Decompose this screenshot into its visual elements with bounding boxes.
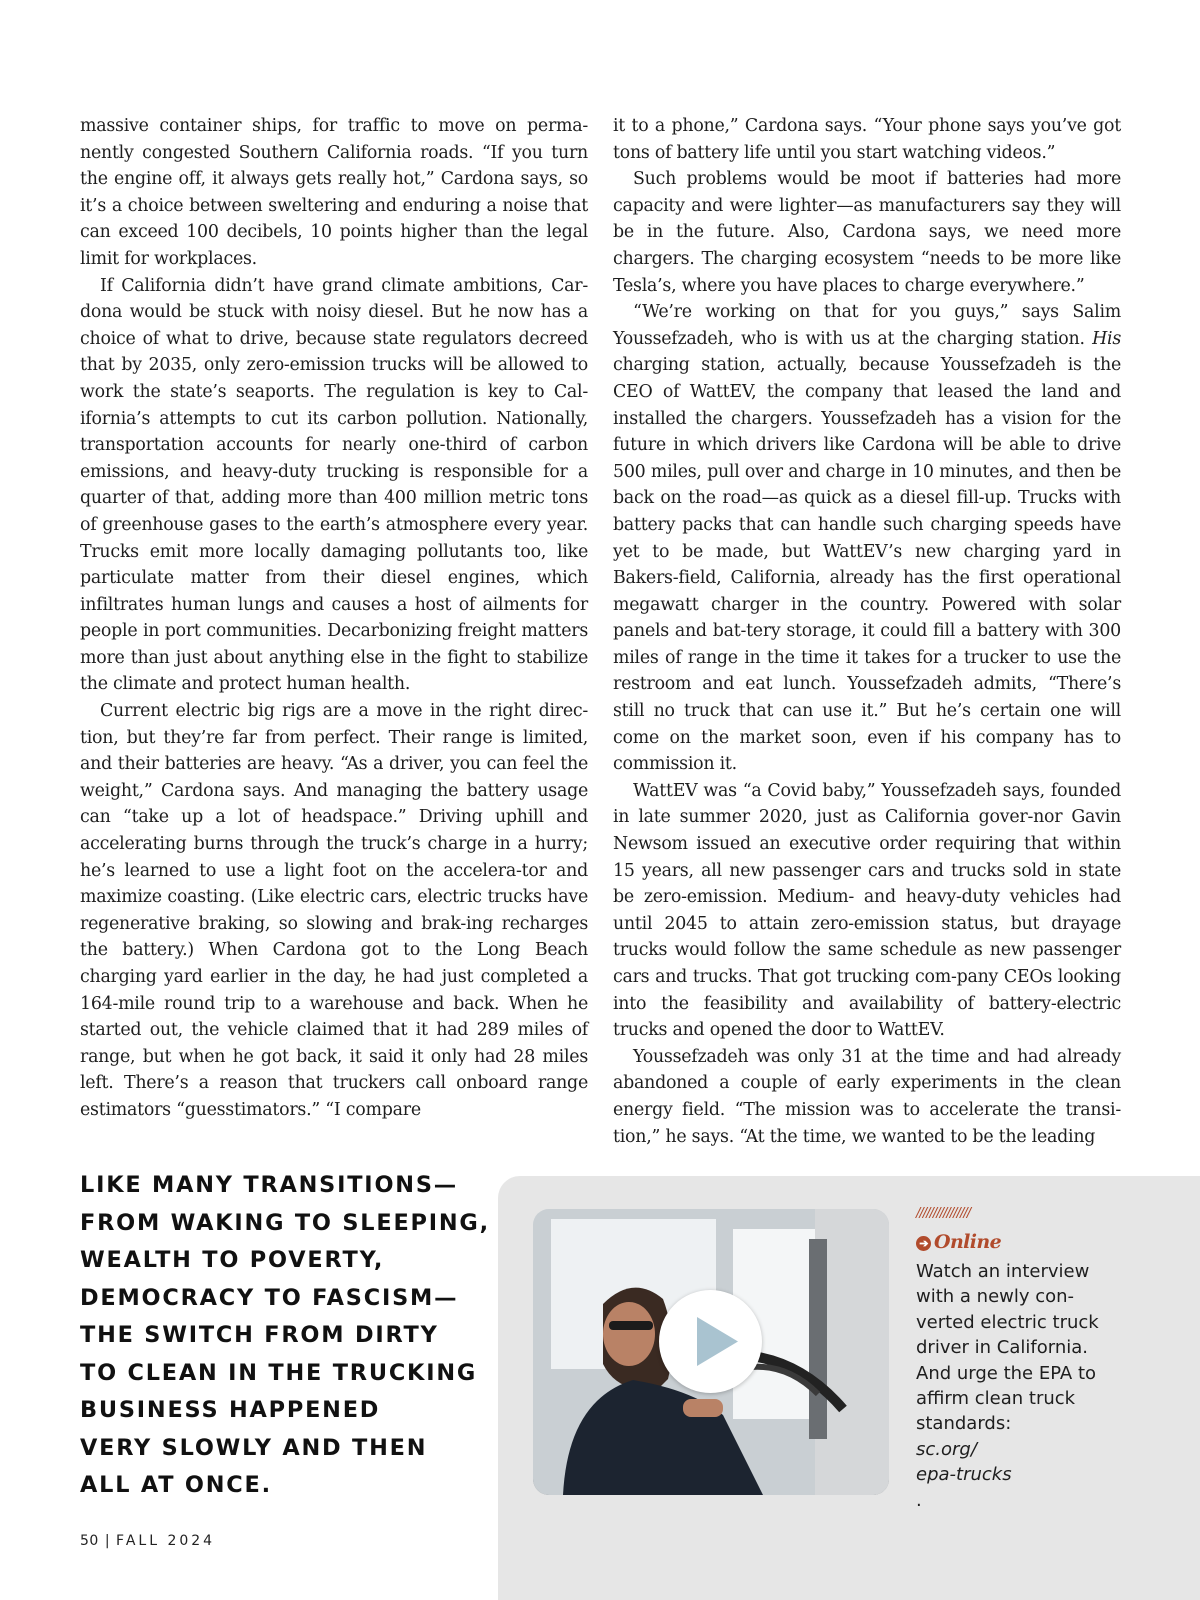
online-line: verted electric truck — [916, 1311, 1099, 1333]
pull-quote-line: FROM WAKING TO SLEEPING, — [80, 1209, 490, 1236]
text-run: charging station, actually, because Youssefzadeh is the CEO of WattEV, the company that leased the land and installed the chargers. Youssefzadeh has a vision for the future in which drivers like Cardona will be able to drive 500 miles, pull over and charge in 10 minutes, and then be back on the road—as quick as a diesel fill-up. Trucks with battery packs that can handle such charging speeds have yet to be made, but WattEV’s new charging yard in Bakers-field, California, already has the first operational megawatt charger in the country. Powered with solar panels and bat-tery storage, it could fill a battery with 300 miles of range in the time it takes for a trucker to use the restroom and eat lunch. Youssefzadeh admits, “There’s still no truck that can use it.” But he’s certain one will come on the market soon, even if his company has to commission it. — [613, 355, 1121, 775]
decorative-slashes: //////////////// — [916, 1206, 971, 1221]
online-line — [916, 1462, 1116, 1513]
online-line: driver in California. — [916, 1337, 1089, 1359]
article-paragraph: Current electric big rigs are a move in the right direc-tion, but they’re far from perfect. Their range is limited, and their batteries are heavy. “As a driver, you can feel the weight,” Cardona says. And managing the battery usage can “take up a lot of headspace.” Driving uphill and accelerating burns through the truck’s charge in a hurry; he’s learned to use a light foot on the accelera-tor and maximize coasting. (Like electric cars, electric trucks have regenerative braking, so slowing and brak-ing recharges the battery.) When Cardona got to the Long Beach charging yard earlier in the day, he had just completed a 164-mile round trip to a warehouse and back. When he started out, the vehicle claimed that it had 289 miles of range, but when he got back, it said it only had 28 miles left. There’s a reason that truckers call onboard range estimators “guesstimators.” “I compare — [80, 701, 588, 1120]
emphasis-text: His — [1092, 328, 1121, 349]
online-line: with a newly con- — [916, 1286, 1075, 1308]
online-line: And urge the EPA to — [916, 1362, 1097, 1384]
online-line — [916, 1411, 1116, 1462]
article-paragraph: massive container ships, for traffic to move on perma-nently congested Southern California roads. “If you turn the engine off, it always gets really hot,” Cardona says, so it’s a choice between sweltering and enduring a noise that can exceed 100 decibels, 10 points higher than the legal limit for workplaces. — [80, 116, 588, 269]
pull-quote-line: DEMOCRACY TO FASCISM— — [80, 1284, 459, 1311]
pull-quote — [80, 1167, 490, 1505]
pull-quote-line: WEALTH TO POVERTY, — [80, 1247, 385, 1273]
article-paragraph: WattEV was “a Covid baby,” Youssefzadeh says, founded in late summer 2020, just as California gover-nor Gavin Newsom issued an executive order requiring that within 15 years, all new passenger cars and trucks sold in state be zero-emission. Medium- and heavy-duty vehicles had until 2045 to attain zero-emission status, but drayage trucks would follow the same schedule as new passenger cars and trucks. That got trucking com-pany CEOs looking into the feasibility and availability of battery-electric trucks and opened the door to WattEV. — [613, 780, 1121, 1041]
page-footer — [80, 1533, 215, 1549]
online-heading-text: Online — [934, 1231, 1002, 1253]
article-column-left — [80, 113, 588, 1124]
pull-quote-line: LIKE MANY TRANSITIONS— — [80, 1172, 458, 1198]
online-link-part[interactable]: sc.org/ — [916, 1438, 977, 1460]
article-paragraph — [613, 299, 1121, 778]
play-button[interactable] — [659, 1290, 762, 1393]
pull-quote-line: ALL AT ONCE. — [80, 1472, 272, 1498]
article-paragraph: it to a phone,” Cardona says. “Your phone says you’ve got tons of battery life until you start watching videos.” — [613, 116, 1121, 163]
online-description — [916, 1259, 1116, 1513]
text-run: “We’re working on that for you guys,” says Salim Youssefzadeh, who is with us at the charging station. — [613, 302, 1121, 349]
online-line-end: . — [916, 1489, 922, 1511]
online-line-text: standards: — [916, 1413, 1012, 1435]
article-paragraph: Such problems would be moot if batteries had more capacity and were lighter—as manufacturers say they will be in the future. Also, Cardona says, we need more chargers. The charging ecosystem “needs to be more like Tesla’s, where you have places to charge everywhere.” — [613, 169, 1121, 296]
online-line: Watch an interview — [916, 1261, 1090, 1282]
online-line: affirm clean truck — [916, 1388, 1076, 1410]
online-link-part[interactable]: epa-trucks — [916, 1464, 1012, 1486]
footer-separator: | — [104, 1533, 111, 1549]
play-icon — [659, 1290, 762, 1393]
pull-quote-line: VERY SLOWLY AND THEN — [80, 1434, 428, 1461]
video-thumbnail[interactable] — [533, 1209, 889, 1495]
pull-quote-line: THE SWITCH FROM DIRTY — [80, 1322, 439, 1348]
article-paragraph: If California didn’t have grand climate ambitions, Car-dona would be stuck with noisy diesel. But he now has a choice of what to drive, because state regulators decreed that by 2035, only zero-emission trucks will be allowed to work the state’s seaports. The regulation is key to Cal-ifornia’s attempts to cut its carbon pollution. Nationally, transportation accounts for nearly one-third of carbon emissions, and heavy-duty trucking is responsible for a quarter of that, adding more than 400 million metric tons of greenhouse gases to the earth’s atmosphere every year. Trucks emit more locally damaging pollutants too, like particulate matter from their diesel engines, which infiltrates human lungs and causes a host of ailments for people in port communities. Decarbonizing freight matters more than just about anything else in the fight to stabilize the climate and protect human health. — [80, 275, 588, 695]
page-number: 50 — [80, 1533, 99, 1549]
pull-quote-line: BUSINESS HAPPENED — [80, 1397, 381, 1423]
article-column-right — [613, 113, 1121, 1150]
pull-quote-line: TO CLEAN IN THE TRUCKING — [80, 1359, 478, 1386]
online-heading[interactable] — [916, 1231, 1001, 1253]
article-paragraph: Youssefzadeh was only 31 at the time and had already abandoned a couple of early experiments in the clean energy field. “The mission was to accelerate the transi-tion,” he says. “At the time, we wanted to be the leading — [613, 1046, 1121, 1147]
arrow-circle-icon: ➔ — [916, 1236, 931, 1251]
issue-label: FALL 2024 — [116, 1533, 216, 1549]
